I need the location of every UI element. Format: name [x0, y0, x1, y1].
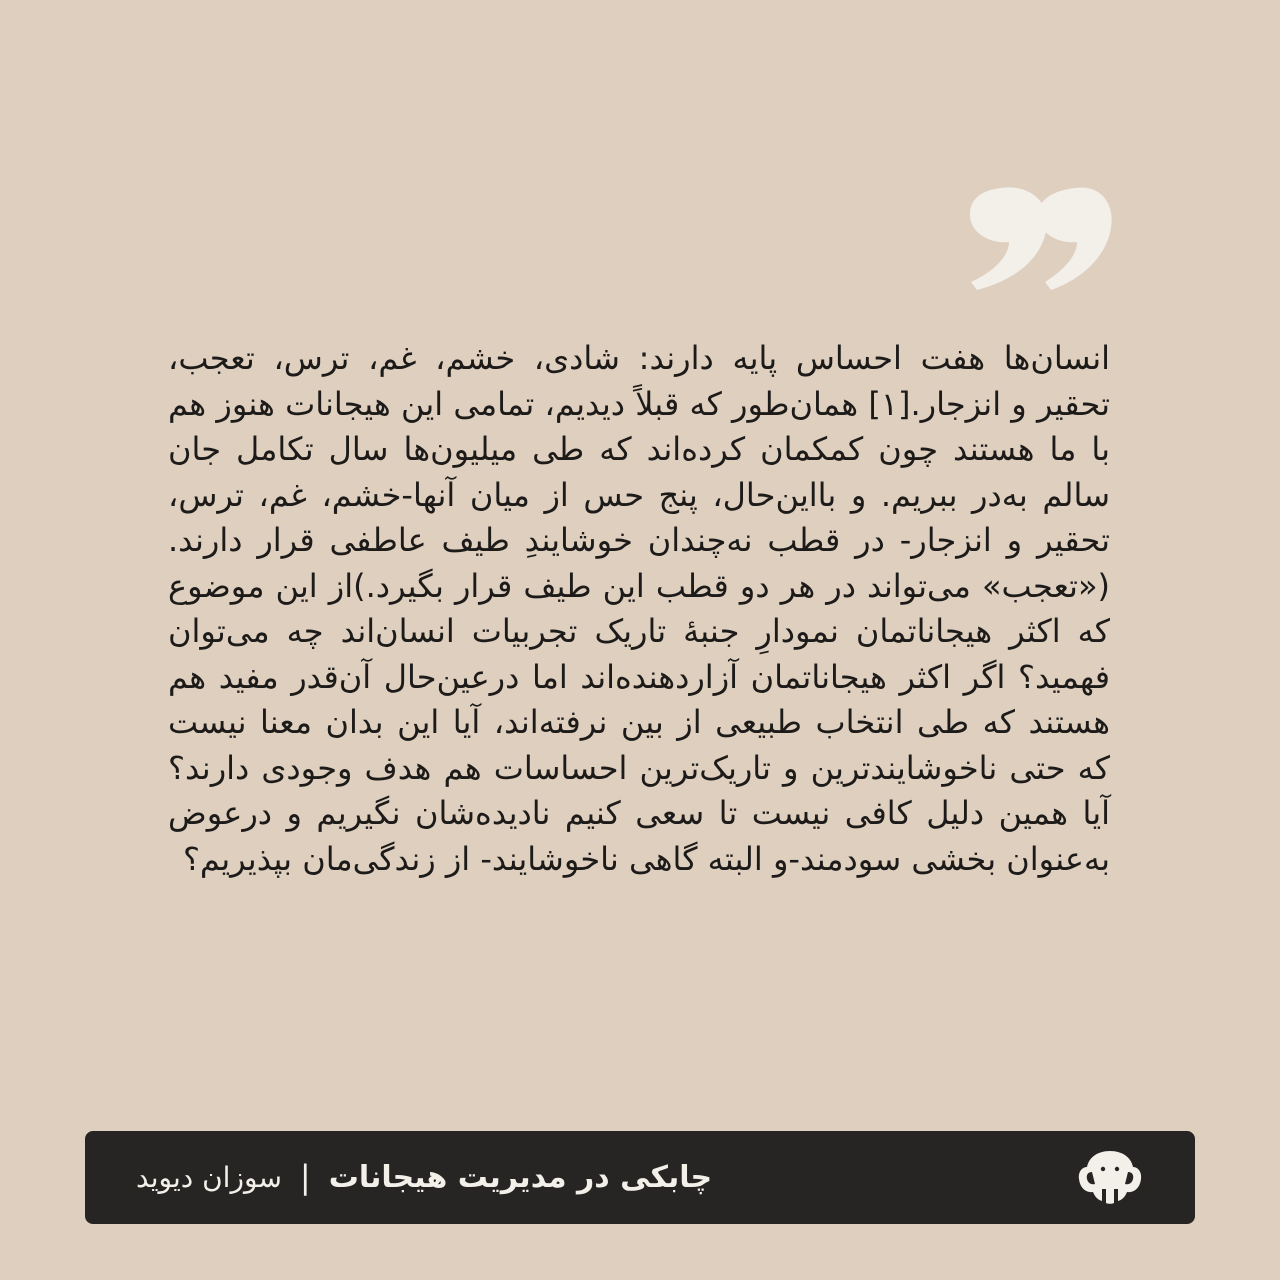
quote-text: انسان‌ها هفت احساس پایه دارند: شادی، خشم، غم، ترس، تعجب، تحقیر و انزجار.[۱] همان‌طور که قبلاً دیدیم، تمامی این هیجانات هنوز هم با ما هستند چون کمکمان کرده‌اند که طی میلیون‌ها سال تکامل جان سالم به‌در ببریم. و بااین‌حال، پنج حس از میان آنها-خشم، غم، ترس، تحقیر و انزجار- در قطب نه‌چندان خوشایندِ طیف عاطفی قرار دارند. («تعجب» می‌تواند در هر دو قطب این طیف قرار بگیرد.)از این موضوع که اکثر هیجاناتمان نمودارِ جنبهٔ تاریک تجربیات انسان‌اند چه می‌توان فهمید؟ اگر اکثر هیجاناتمان آزاردهنده‌اند اما درعین‌حال آن‌قدر مفید هم هستند که طی انتخاب طبیعی از بین نرفته‌اند، آیا این بدان معنا نیست که حتی ناخوشایندترین و تاریک‌ترین احساسات هم هدف وجودی دارند؟ آیا همین دلیل کافی نیست تا سعی کنیم نادیده‌شان نگیریم و درعوض به‌عنوان بخشی سودمند-و البته گاهی ناخوشایند- از زندگی‌مان بپذیریم؟ [168, 339, 1111, 878]
book-title: چابکی در مدیریت هیجانات [328, 1159, 713, 1195]
credit-separator: | [299, 1158, 311, 1196]
elephant-logo-icon [1076, 1148, 1144, 1206]
book-credit [136, 1151, 712, 1203]
author-name: سوزان دیوید [136, 1160, 282, 1194]
closing-quote-mark-icon [955, 140, 1125, 300]
